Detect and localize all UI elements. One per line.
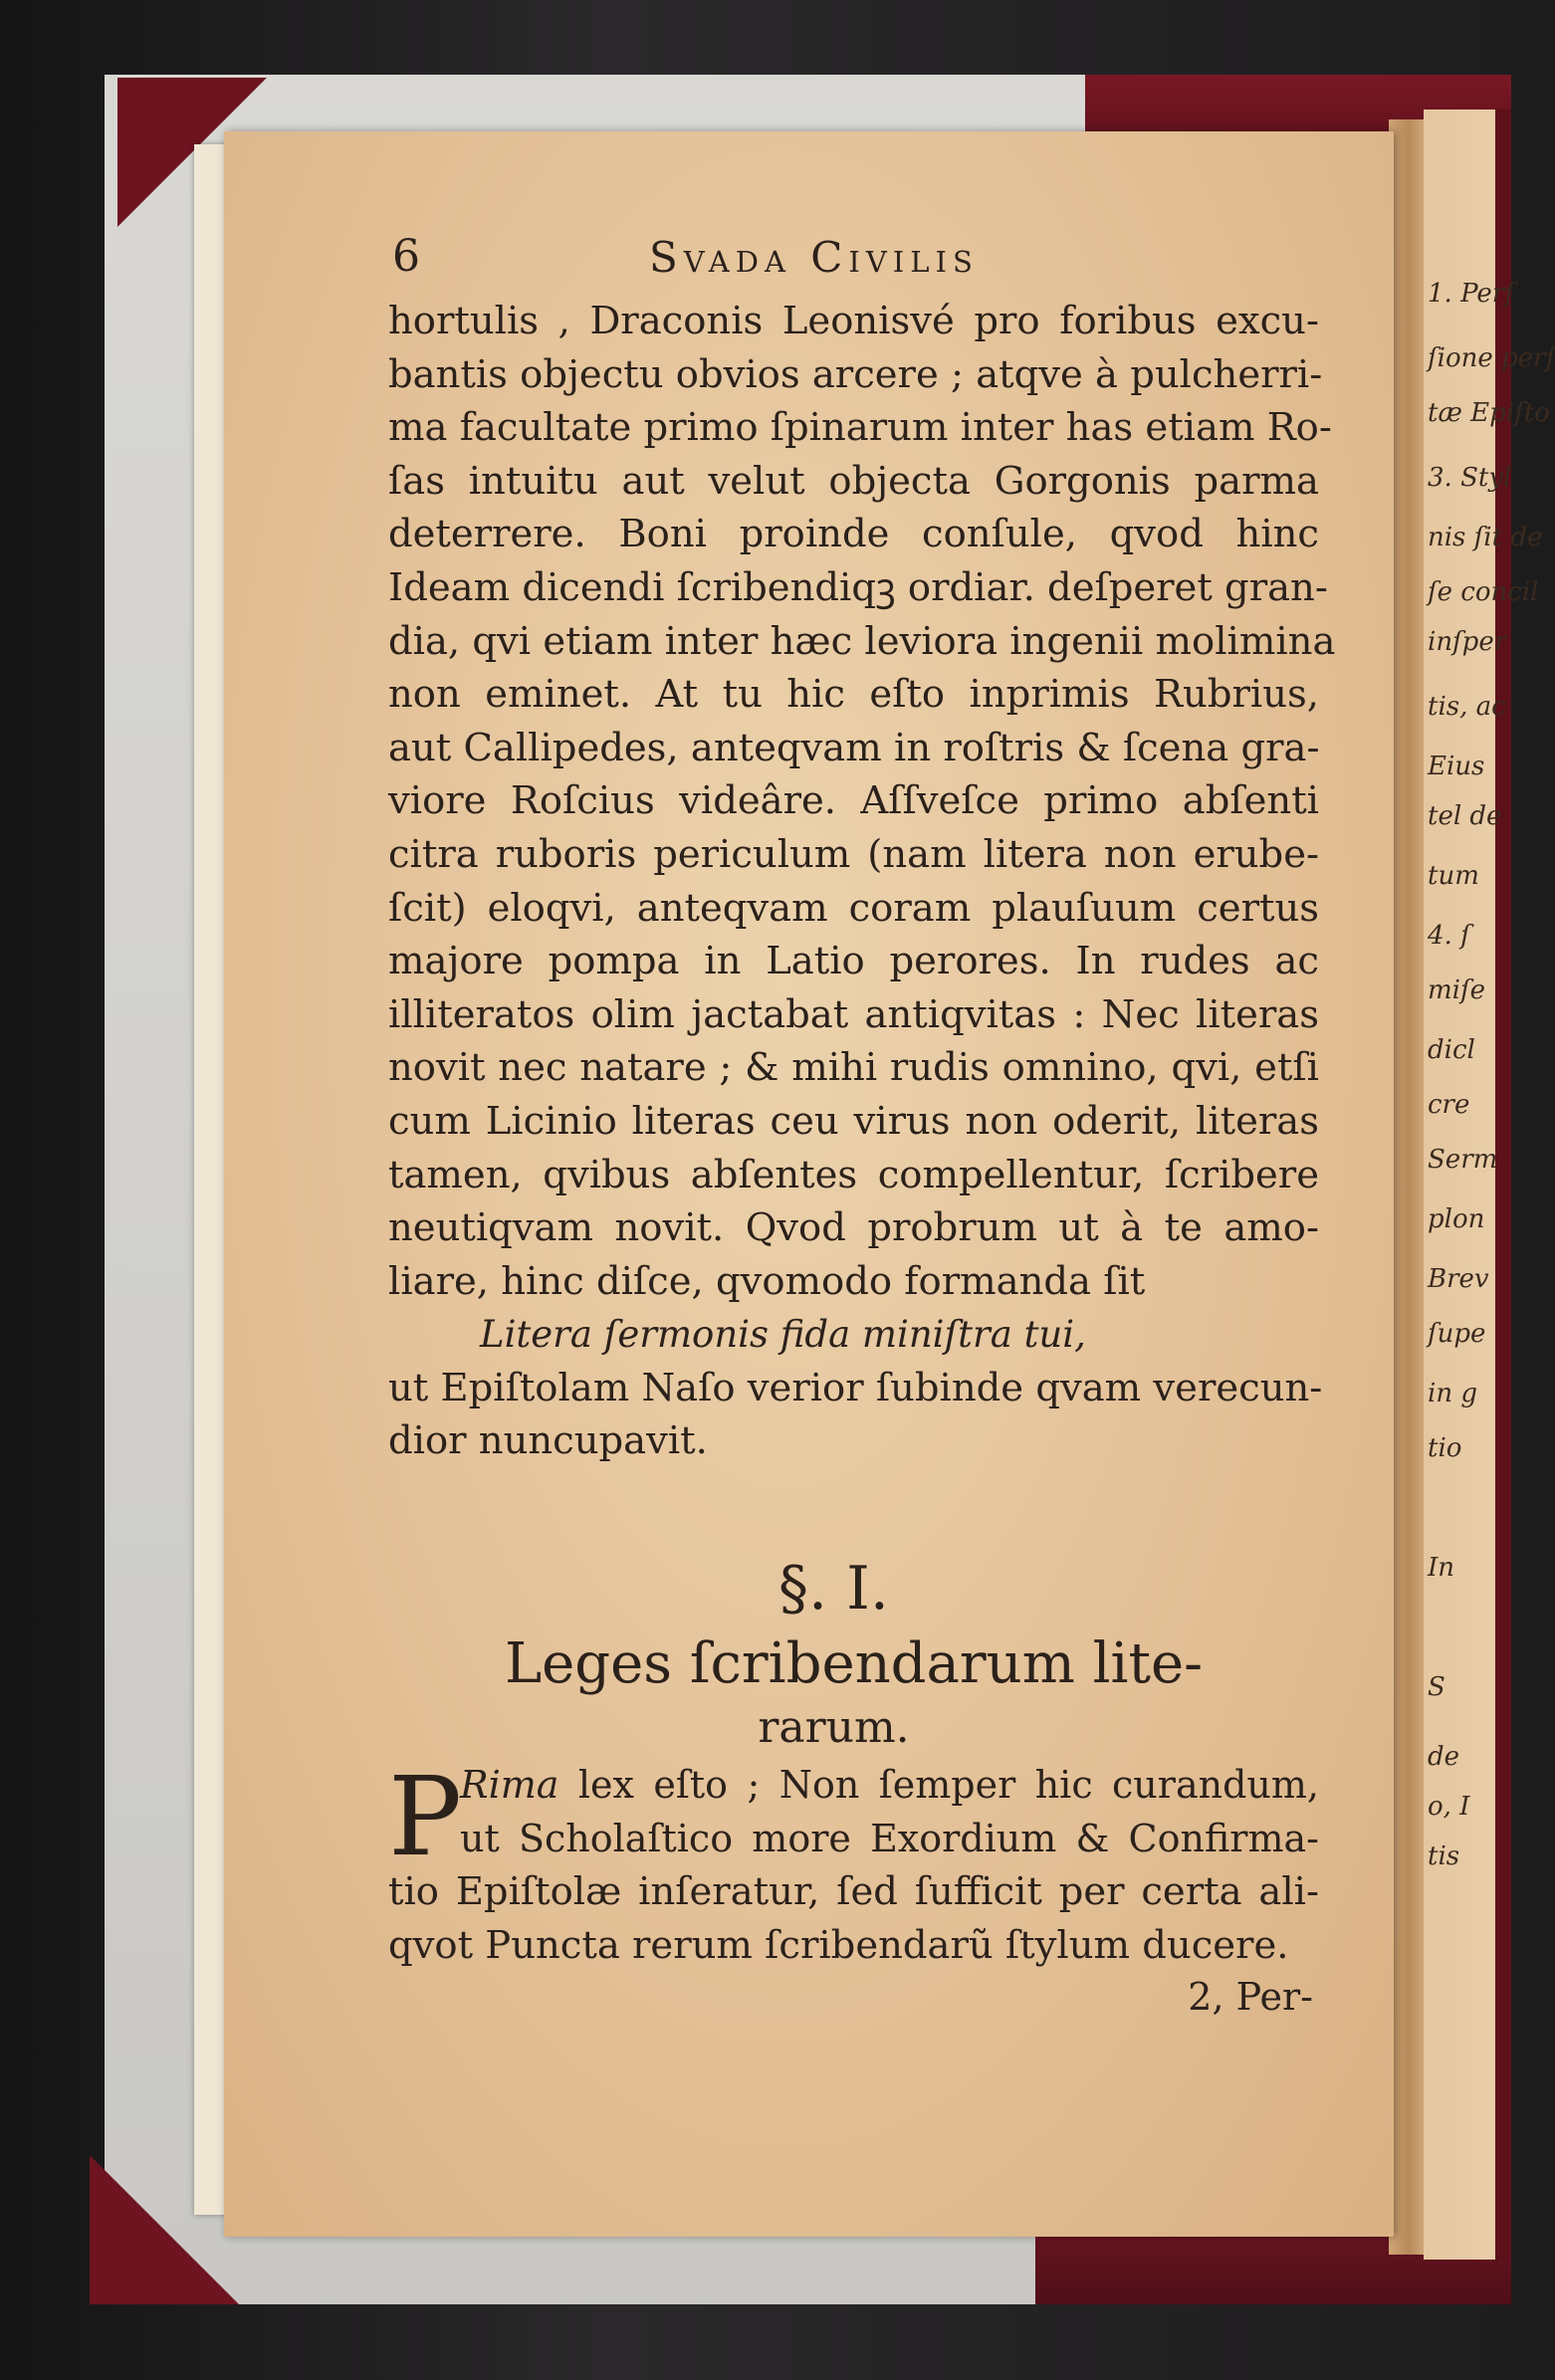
facing-page-fragment: plon [1428,1204,1485,1234]
facing-page-fragment: tel de [1428,801,1502,831]
binding-cloth-right [1495,109,1511,2260]
facing-page-fragment: Eius [1428,752,1485,781]
facing-page-fragment: miſe [1428,975,1485,1005]
body-paragraph [388,295,1336,1308]
facing-page-fragment: dicl [1428,1035,1475,1065]
facing-page [1424,109,1555,2260]
facing-page-fragment: 1. Perſ [1428,279,1514,309]
facing-page-fragment: 4. ſ [1428,921,1470,951]
book-gutter [1389,119,1429,2255]
text-line: deterrere. Boni proinde conſule, qvod hinc [388,512,1319,557]
facing-page-fragment: in g [1428,1379,1477,1408]
text-line: non eminet. At tu hic eſto inprimis Rubrius, [388,672,1319,718]
text-line: dia, qvi etiam inter hæc leviora ingenii molimina [388,618,1336,664]
facing-page-fragment: tis [1428,1841,1460,1871]
section-title: Leges ſcribendarum lite- [504,1631,1204,1697]
facing-page-fragment: inſper [1428,627,1507,657]
text-line: neutiqvam novit. Qvod probrum ut à te amo- [388,1205,1319,1251]
text-line: bantis objectu obvios arcere ; atqve à pulcherri- [388,351,1323,397]
rule-paragraph [388,1753,1319,1972]
text-line: cum Licinio literas ceu virus non oderit, literas [388,1098,1319,1144]
facing-page-fragment: tum [1428,861,1479,891]
text-line [388,1759,1319,1813]
page-text [388,231,1336,2022]
page-number: 6 [392,231,420,282]
text-line: dior nuncupavit. [388,1418,708,1464]
verse-line: Litera ſermonis fida miniſtra tui, [480,1313,1086,1357]
after-verse-paragraph [388,1362,1323,1468]
facing-page-fragment: Brev [1428,1264,1489,1294]
facing-page-fragment: cre [1428,1090,1470,1120]
text-line: ſcit) eloqvi, anteqvam coram plauſuum certus [388,885,1319,931]
facing-page-fragment: S [1428,1672,1445,1702]
text-line-rest: lex eſto ; Non ſemper hic curandum, [577,1763,1319,1808]
text-line: citra ruboris periculum (nam litera non erube- [388,831,1319,877]
first-word: Rima [460,1763,559,1808]
text-line: Ideam dicendi ſcribendiqꝫ ordiar. deſperet gran- [388,564,1328,610]
facing-page-fragment: tis, ac [1428,692,1506,722]
text-line: illiteratos olim jactabat antiqvitas : Nec literas [388,991,1319,1037]
text-line: majore pompa in Latio perores. In rudes ac [388,939,1319,984]
text-line: novit nec natare ; & mihi rudis omnino, qvi, etſi [388,1045,1319,1091]
running-head [388,231,1319,295]
catchword: 2, Per- [1188,1975,1313,2020]
text-line: tamen, qvibus abſentes compellentur, ſcribere [388,1152,1319,1197]
text-line: viore Roſcius videâre. Aſſveſce primo abſenti [388,778,1319,824]
text-line: liare, hinc diſce, qvomodo formanda ſit [388,1258,1146,1304]
text-line: ſas intuitu aut velut objecta Gorgonis parma [388,458,1319,504]
running-title: Svada Civilis [649,233,979,282]
facing-page-fragment: tio [1428,1433,1462,1463]
facing-page-fragment: nis ſit de [1428,523,1543,552]
facing-page-fragment: o, I [1428,1792,1470,1822]
text-line: hortulis , Draconis Leonisvé pro foribus excu- [388,299,1319,343]
text-line: aut Callipedes, anteqvam in roſtris & ſcena gra- [388,725,1320,770]
facing-page-fragment: In [1428,1553,1455,1583]
facing-page-fragment: ſione perſ [1428,343,1555,373]
text-line: ut Epiſtolam Naſo verior ſubinde qvam verecun- [388,1365,1323,1410]
facing-page-fragment: de [1428,1742,1460,1772]
facing-page-fragment: ſe concil [1428,577,1539,607]
facing-page-fragment: ſupe [1428,1319,1486,1349]
text-line: ut Scholaſtico more Exordium & Confirma- [460,1816,1319,1860]
facing-page-fragment: 3. Styl [1428,463,1512,493]
facing-page-fragment: tæ Epiſto [1428,398,1550,428]
section-mark: §. I. [778,1554,889,1624]
section-title-continued: rarum. [758,1702,910,1754]
text-line: qvot Puncta rerum ſcribendarũ ſtylum ducere. [388,1922,1289,1968]
facing-page-fragment: Serm [1428,1145,1498,1175]
text-line: ma facultate primo ſpinarum inter has etiam Ro- [388,405,1332,451]
drop-cap: P [388,1753,463,1881]
text-line: tio Epiſtolæ inſeratur, ſed ſufficit per certa ali- [388,1869,1319,1915]
